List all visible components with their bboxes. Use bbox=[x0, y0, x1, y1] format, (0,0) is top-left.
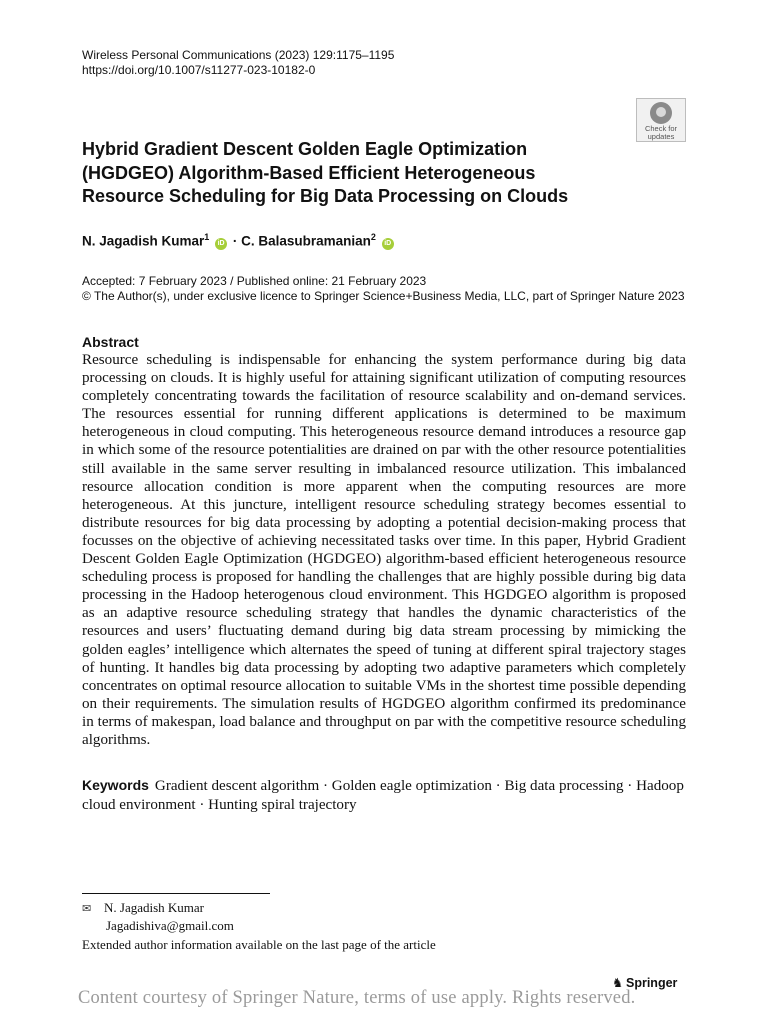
check-for-updates-badge[interactable] bbox=[636, 98, 686, 142]
author-separator: · bbox=[232, 233, 238, 249]
author-affiliation: 2 bbox=[370, 232, 376, 242]
author-email[interactable]: Jagadishiva@gmail.com bbox=[106, 917, 234, 933]
author-name: N. Jagadish Kumar bbox=[82, 233, 205, 249]
accepted-published: Accepted: 7 February 2023 / Published online: 21 February 2023 bbox=[82, 274, 427, 288]
publication-dates bbox=[82, 274, 685, 304]
doi-link[interactable]: https://doi.org/10.1007/s11277-023-10182-0 bbox=[82, 63, 316, 77]
abstract-heading: Abstract bbox=[82, 334, 139, 350]
check-badge-line2: updates bbox=[647, 132, 675, 141]
copyright-line: © The Author(s), under exclusive licence to Springer Science+Business Media, LLC, part of Springer Nature 2023 bbox=[82, 289, 685, 303]
publisher-name: Springer bbox=[626, 976, 678, 990]
check-badge-line1: Check for bbox=[644, 124, 678, 133]
journal-header bbox=[82, 48, 394, 78]
corresponding-author: N. Jagadish Kumar bbox=[104, 900, 205, 915]
author-affiliation: 1 bbox=[204, 232, 210, 242]
extended-author-info: Extended author information available on the last page of the article bbox=[82, 937, 436, 952]
footnote-rule bbox=[82, 893, 270, 894]
orcid-icon[interactable]: iD bbox=[215, 238, 227, 250]
correspondence bbox=[82, 900, 234, 933]
article-title: Hybrid Gradient Descent Golden Eagle Optimization (HGDGEO) Algorithm-Based Efficient Heterogeneous Resource Scheduling for Big Data Processing on Clouds bbox=[82, 139, 569, 206]
orcid-icon[interactable]: iD bbox=[382, 238, 394, 250]
author-name: C. Balasubramanian bbox=[241, 233, 371, 249]
abstract-text: Resource scheduling is indispensable for enhancing the system performance during big data processing on clouds. It is highly useful for attaining significant utilization of computing resources completely concentrating towards the facilitation of resource scalability and on-demand services. The resources essential for running different applications is determined to be maximum heterogeneous in cloud computing. This heterogeneous resource demand introduces a resource gap in which some of the resource potentialities are drained on par with the other resource potentialities still available in the same server resulting in imbalanced resource utilization. This imbalanced resource allocation condition is more apparent when the computing resources are more heterogeneous. At this juncture, intelligent resource scheduling strategy becomes essential to distribute resources for big data processing by adopting a potential decision-making process that focusses on the objective of achieving necessitated tasks over time. In this paper, Hybrid Gradient Descent Golden Eagle Optimization (HGDGEO) algorithm-based efficient heterogeneous resource scheduling process is proposed for handling the challenges that are highly possible during big data processing in the Hadoop heterogenous cloud environment. This HGDGEO algorithm is proposed as an adaptive resource scheduling strategy that handles the dynamic characteristics of the resources and users’ fluctuating demand during big data stream processing by mimicking the golden eagles’ intelligence which alternates the speed of tuning at different spiral trajectory stages of hunting. It handles big data processing by adopting two adaptive parameters which completely concentrates on optimal resource allocation to suitable VMs in the shortest time possible depending on their requirements. The simulation results of HGDGEO algorithm confirmed its predominance in terms of makespan, load balance and throughput on par with the competitive resource scheduling algorithms. bbox=[82, 352, 686, 748]
check-updates-icon bbox=[650, 102, 672, 124]
keywords bbox=[82, 776, 686, 814]
springer-horse-icon: ♞ bbox=[612, 976, 624, 990]
courtesy-watermark: Content courtesy of Springer Nature, terms of use apply. Rights reserved. bbox=[78, 988, 636, 1008]
keywords-label: Keywords bbox=[82, 777, 149, 793]
keywords-text: Gradient descent algorithm · Golden eagle optimization · Big data processing · Hadoop cloud environment · Hunting spiral trajectory bbox=[82, 778, 684, 813]
journal-citation: Wireless Personal Communications (2023) 129:1175–1195 bbox=[82, 48, 395, 62]
author-list bbox=[82, 232, 396, 250]
envelope-icon: ✉ bbox=[82, 903, 92, 915]
